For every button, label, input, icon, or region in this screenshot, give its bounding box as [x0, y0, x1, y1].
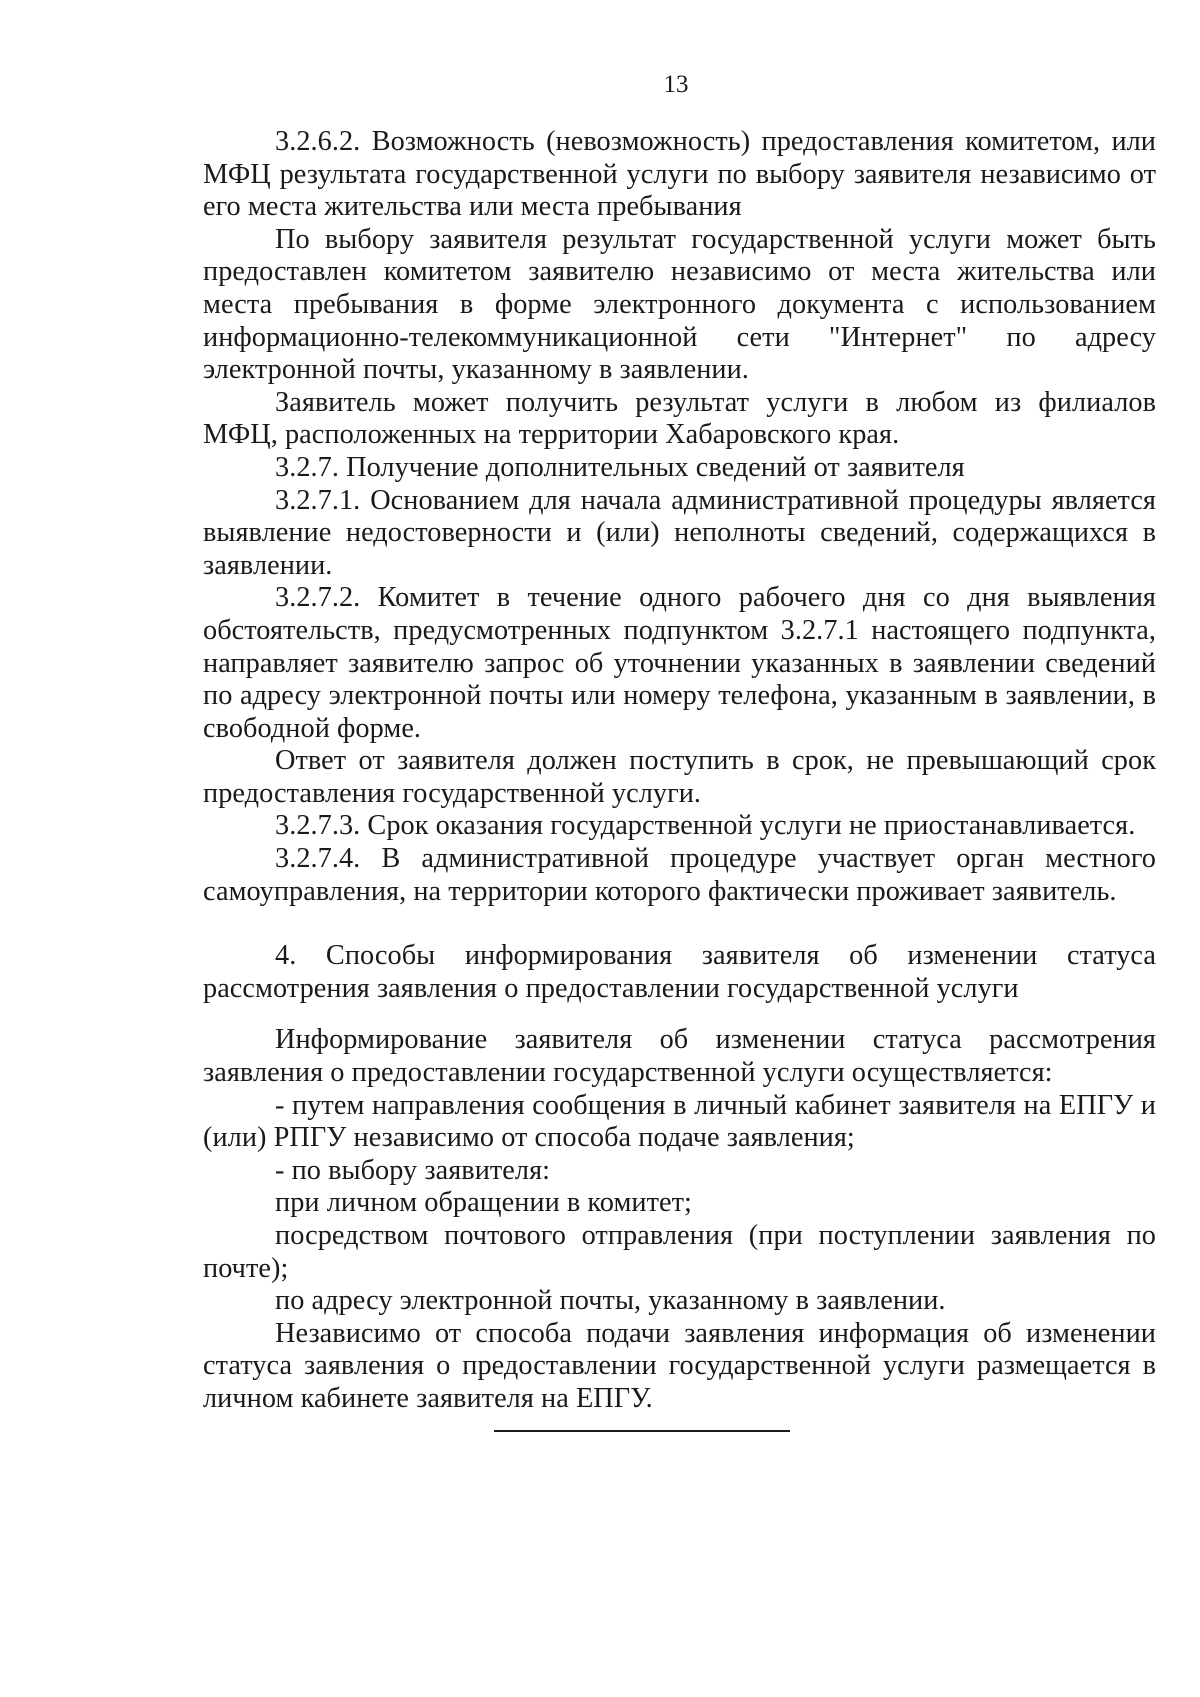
paragraph-3-2-7-1: 3.2.7.1. Основанием для начала административной процедуры является выявление недостоверности и (или) неполноты сведений, содержащихся в заявлении. — [203, 484, 1156, 581]
list-item-by-choice: - по выбору заявителя: — [275, 1154, 551, 1186]
section-4-heading: 4. Способы информирования заявителя об изменении статуса рассмотрения заявления о предоставлении государственной услуги — [203, 940, 1156, 1004]
paragraph-3-2-7-4: 3.2.7.4. В административной процедуре участвует орган местного самоуправления, на территории которого фактически проживает заявитель. — [203, 843, 1156, 907]
paragraph-status-in-cabinet: Независимо от способа подачи заявления информация об изменении статуса заявления о предоставлении государственной услуги размещается в личном кабинете заявителя на ЕПГУ. — [203, 1317, 1156, 1414]
list-item-by-email: по адресу электронной почты, указанному в заявлении. — [275, 1285, 946, 1317]
page-number: 13 — [663, 71, 689, 98]
paragraph-informing: Информирование заявителя об изменении статуса рассмотрения заявления о предоставлении государственной услуги осуществляется: — [203, 1024, 1156, 1089]
paragraph-3-2-7-2: 3.2.7.2. Комитет в течение одного рабочего дня со дня выявления обстоятельств, предусмотренных подпунктом 3.2.7.1 настоящего подпункта, направляет заявителю запрос об уточнении указанных в заявлении сведений по адресу электронной почты или номеру телефона, указанным в заявлении, в свободной форме. — [203, 582, 1156, 744]
paragraph-3-2-7-heading: 3.2.7. Получение дополнительных сведений от заявителя — [275, 451, 965, 483]
document-body — [203, 126, 1156, 1416]
list-item-personal-cabinet: - путем направления сообщения в личный кабинет заявителя на ЕПГУ и (или) РПГУ независимо от способа подаче заявления; — [203, 1089, 1156, 1154]
paragraph-3-2-6-2: 3.2.6.2. Возможность (невозможность) предоставления комитетом, или МФЦ результата государственной услуги по выбору заявителя независимо от его места жительства или места пребывания — [203, 126, 1156, 223]
end-of-document-rule — [494, 1430, 790, 1432]
list-item-in-person: при личном обращении в комитет; — [275, 1187, 692, 1219]
paragraph-reply-deadline: Ответ от заявителя должен поступить в срок, не превышающий срок предоставления государственной услуги. — [203, 745, 1156, 809]
paragraph-result-delivery: По выбору заявителя результат государственной услуги может быть предоставлен комитетом заявителю независимо от места жительства или места пребывания в форме электронного документа с использованием информационно-телекоммуникационной сети "Интернет" по адресу электронной почты, указанному в заявлении. — [203, 223, 1156, 386]
paragraph-mfc-branches: Заявитель может получить результат услуги в любом из филиалов МФЦ, расположенных на территории Хабаровского края. — [203, 386, 1156, 451]
list-item-by-mail: посредством почтового отправления (при поступлении заявления по почте); — [203, 1220, 1156, 1284]
paragraph-3-2-7-3: 3.2.7.3. Срок оказания государственной услуги не приостанавливается. — [275, 810, 1136, 842]
